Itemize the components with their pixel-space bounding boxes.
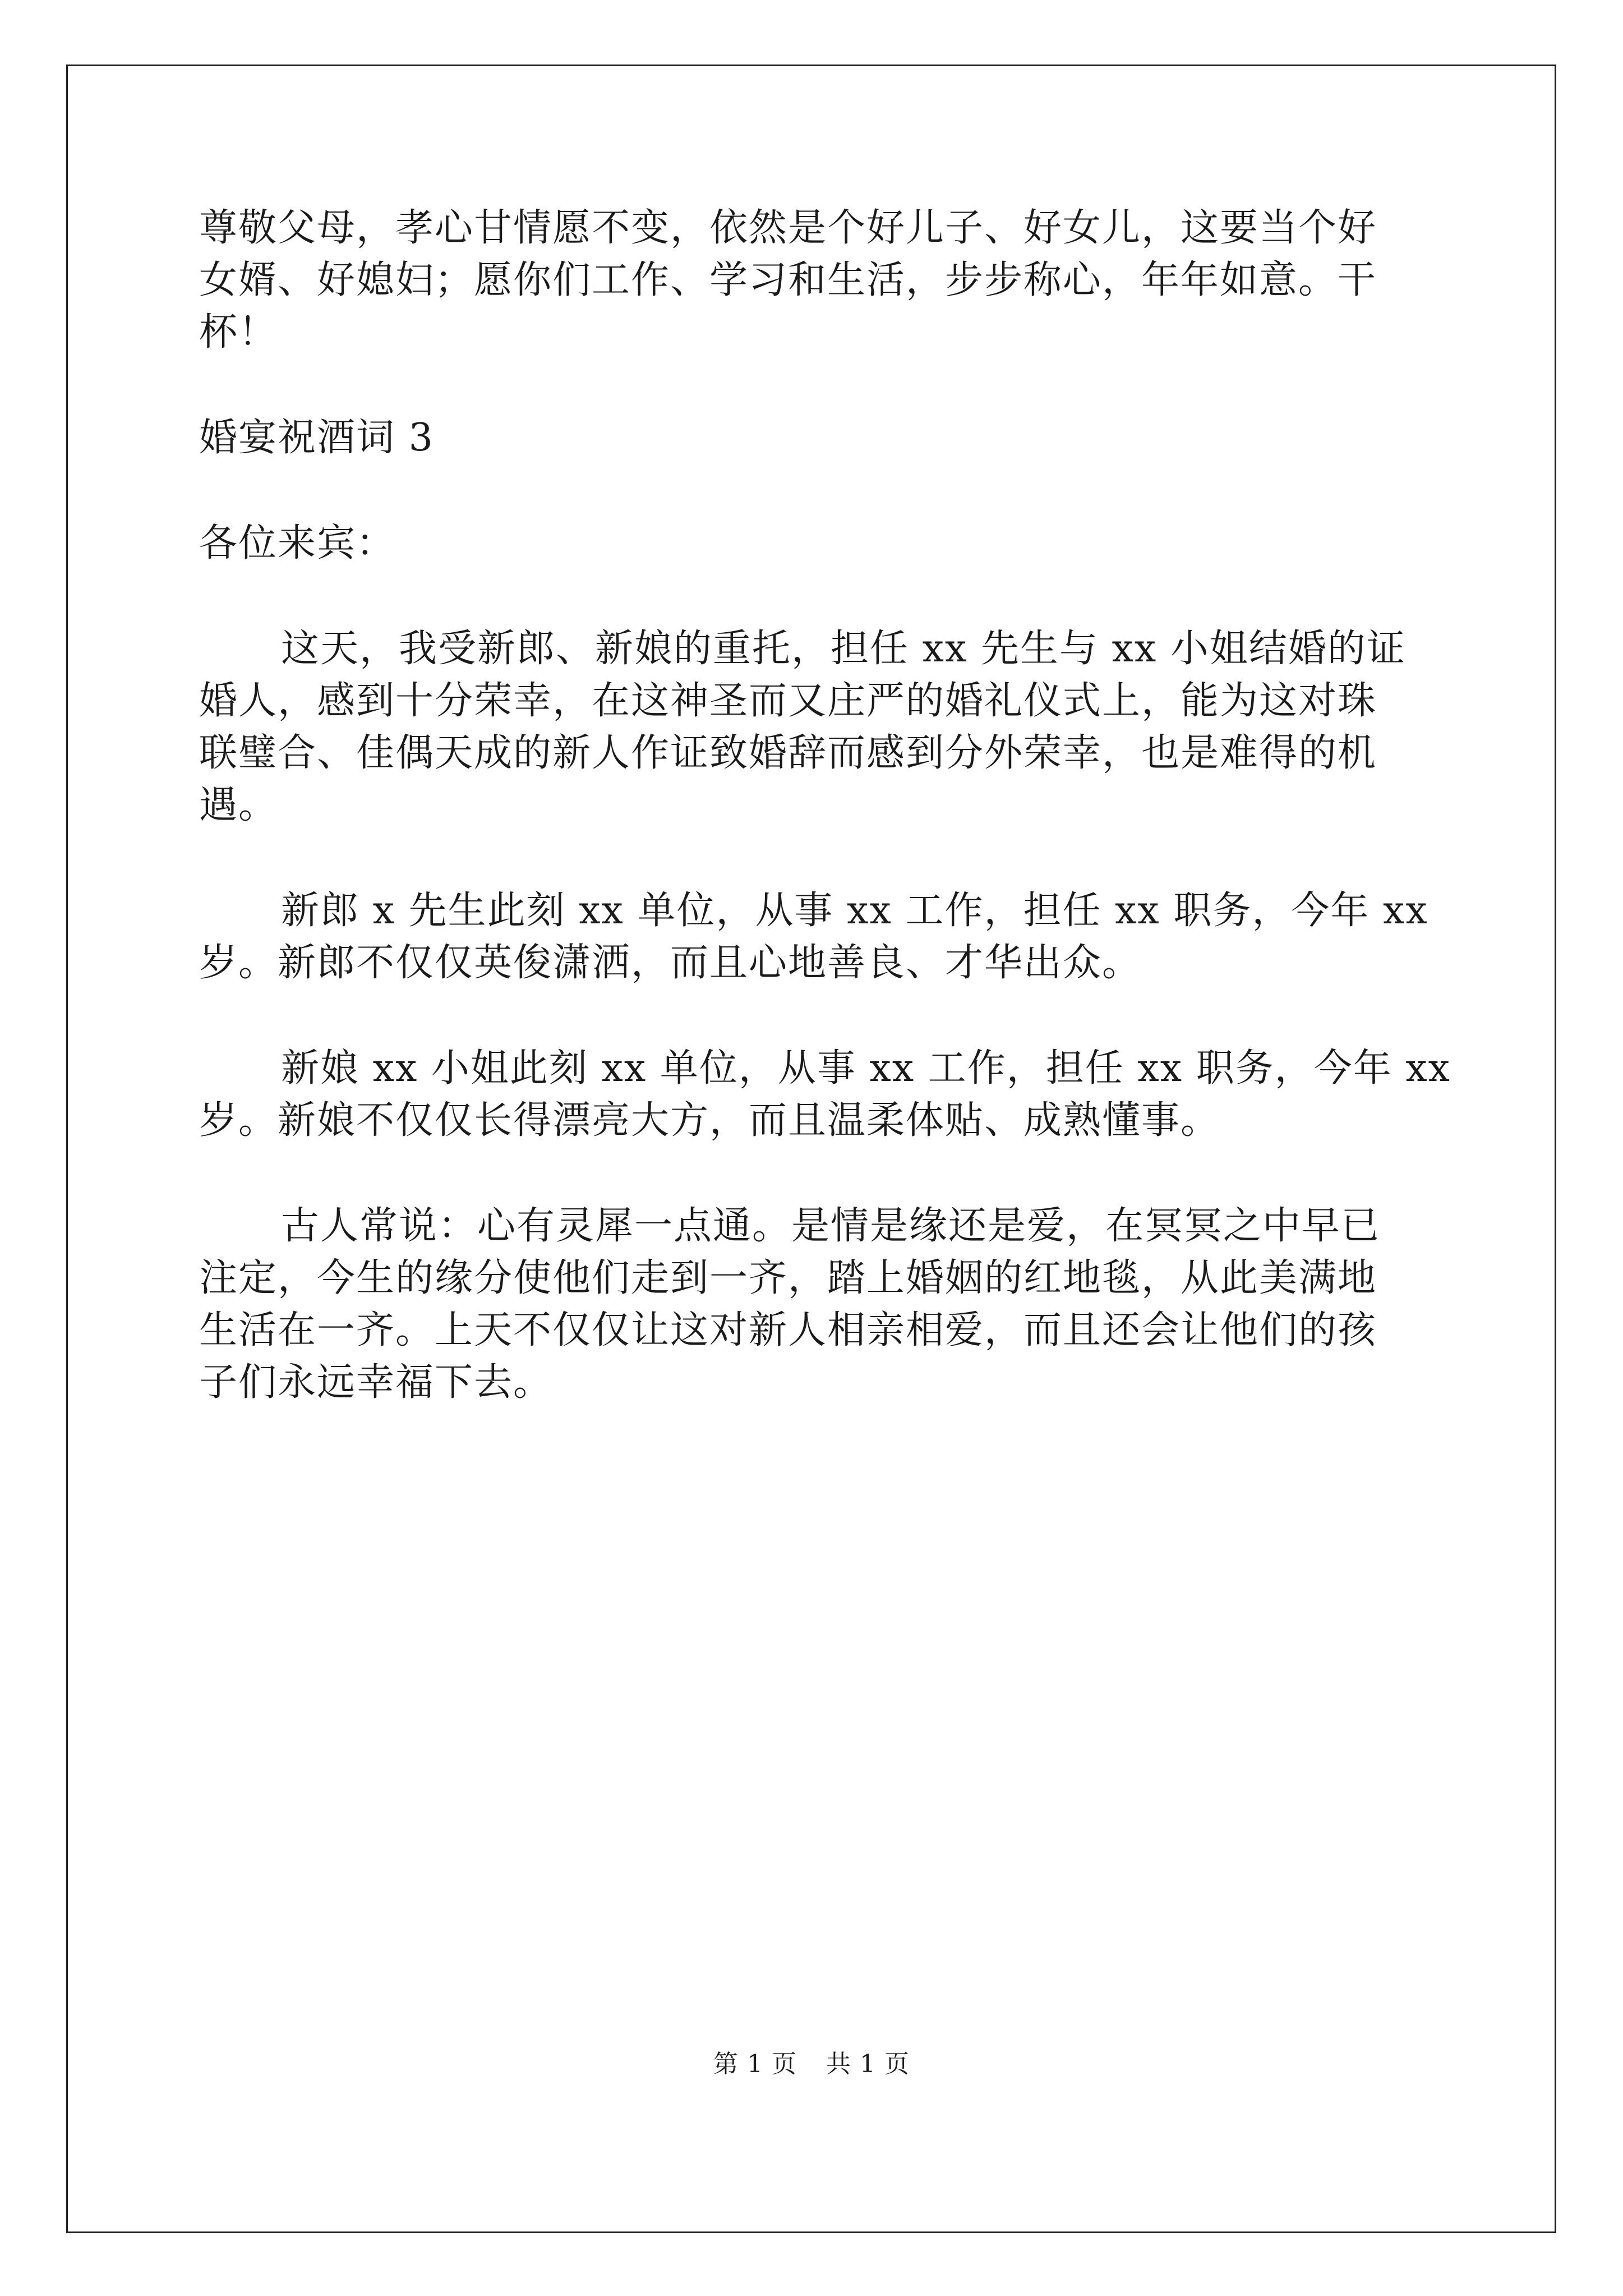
page-number: 第 1 页 — [713, 2050, 797, 2078]
text-line: 岁。新娘不仅仅长得漂亮大方，而且温柔体贴、成熟懂事。 — [199, 1098, 1220, 1143]
text-line: 婚人，感到十分荣幸，在这神圣而又庄严的婚礼仪式上，能为这对珠 — [199, 679, 1377, 723]
text-line: 新娘 xx 小姐此刻 xx 单位，从事 xx 工作，担任 xx 职务，今年 xx — [281, 1046, 1451, 1091]
heading-text: 婚宴祝酒词 3 — [199, 416, 434, 460]
paragraph-groom — [199, 885, 1433, 989]
text-line: 这天，我受新郎、新娘的重托，担任 xx 先生与 xx 小姐结婚的证 — [281, 627, 1406, 671]
paragraph-witness-intro — [199, 623, 1433, 831]
section-heading — [199, 412, 1433, 464]
paragraph-blessing — [199, 1200, 1433, 1409]
greeting-text: 各位来宾： — [199, 521, 396, 565]
text-line: 子们永远幸福下去。 — [199, 1360, 553, 1405]
text-line: 生活在一齐。上天不仅仅让这对新人相亲相爱，而且还会让他们的孩 — [199, 1308, 1377, 1352]
text-line: 女婿、好媳妇；愿你们工作、学习和生活，步步称心，年年如意。干 — [199, 258, 1377, 302]
text-line: 遇。 — [199, 783, 278, 827]
page-total: 共 1 页 — [826, 2050, 910, 2078]
paragraph-continuation — [199, 202, 1433, 358]
text-line: 新郎 x 先生此刻 xx 单位，从事 xx 工作，担任 xx 职务，今年 xx — [281, 889, 1428, 933]
text-line: 岁。新郎不仅仅英俊潇洒，而且心地善良、才华出众。 — [199, 941, 1142, 985]
document-body — [199, 202, 1451, 1462]
text-line: 注定，今生的缘分使他们走到一齐，踏上婚姻的红地毯，从此美满地 — [199, 1256, 1377, 1300]
greeting — [199, 517, 1433, 569]
text-line: 联璧合、佳偶天成的新人作证致婚辞而感到分外荣幸，也是难得的机 — [199, 731, 1377, 775]
text-line: 杯！ — [199, 310, 278, 355]
text-line: 古人常说：心有灵犀一点通。是情是缘还是爱，在冥冥之中早已 — [281, 1204, 1381, 1248]
paragraph-bride — [199, 1042, 1451, 1147]
text-line: 尊敬父母，孝心甘情愿不变，依然是个好儿子、好女儿，这要当个好 — [199, 206, 1377, 250]
page-footer — [0, 2049, 1623, 2080]
